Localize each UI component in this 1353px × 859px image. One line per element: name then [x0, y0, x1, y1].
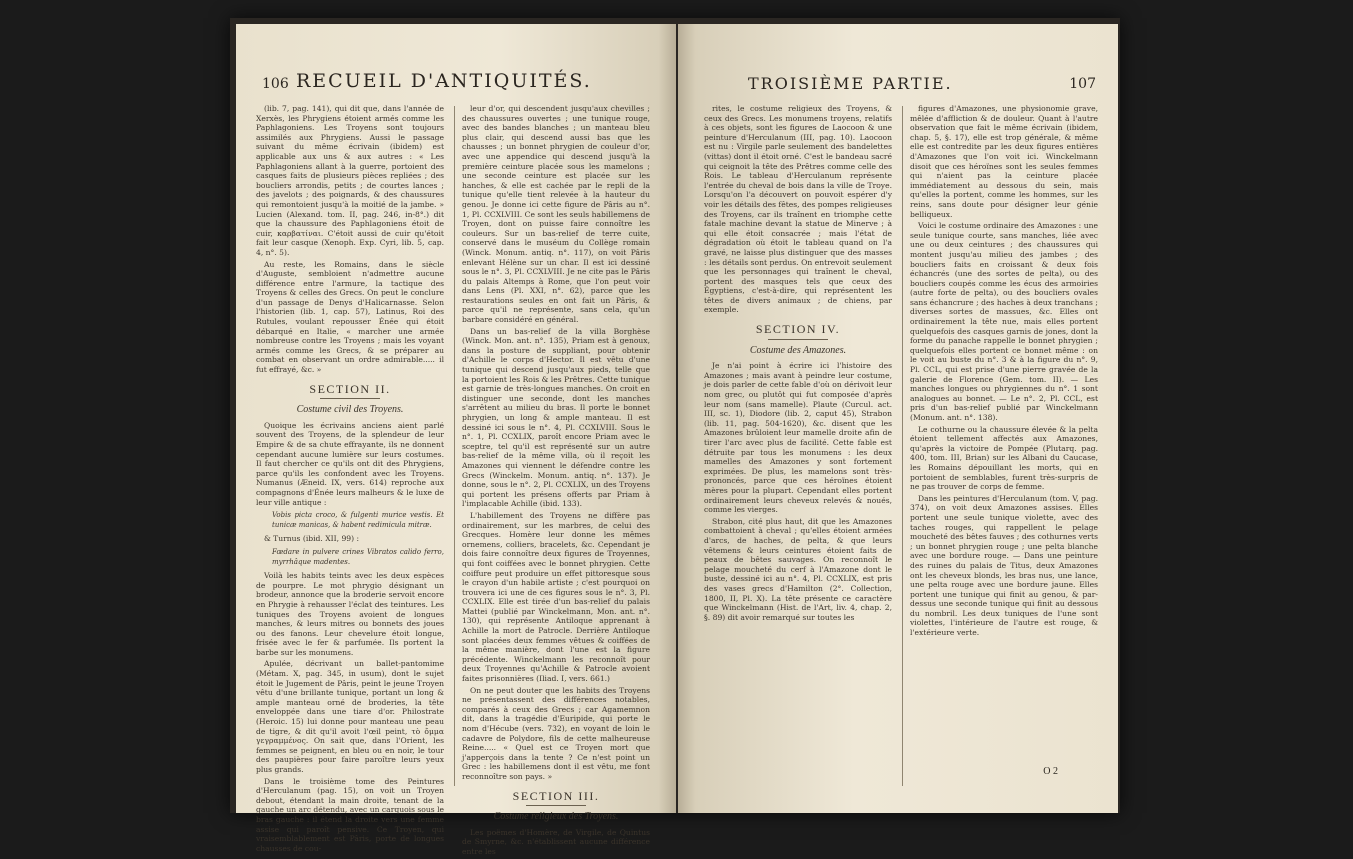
section-title: SECTION III. [512, 788, 600, 803]
paragraph: figures d'Amazones, une physionomie grave, mêlée d'affliction & de douleur. Quant à l'autre observation que fait le même écrivain (ibidem, chap. 5, §. 17), elle est trop générale, & même elle est contredite par les deux figures entières d'Amazones que l'on voit ici. Winckelmann disoit que ces héroïnes sont les seules femmes qui n'aient pas la ceinture placée immédiatement au dessous du sein, mais qu'elles la portent, comme les hommes, sur les reins, sans doute pour désigner leur génie belliqueux. [910, 104, 1098, 219]
text-column-2 [910, 104, 1098, 640]
paragraph: Dans le troisième tome des Peintures d'Herculanum (pag. 15), on voit un Troyen debout, étendant la main droite, tenant de la gauche un arc détendu, avec un carquois sous le bras gauche : il étend la droite vers une femme assise qui paroît pensive. Ce Troyen, qui vraisemblablement est Pâris, porte de longues chausses de cou- [256, 776, 444, 853]
left-page [236, 24, 676, 856]
paragraph: Voici le costume ordinaire des Amazones : une seule tunique courte, sans manches, liée avec une ou deux ceintures ; des chaussures qui montent jusqu'au milieu des jambes ; des boucliers faits en croissant & deux fois échancrés (une des sortes de pelta), ou des boucliers coupés comme les écus des armoiries (autre forte de pelta), ou des boucliers ovales sans échancrure ; des haches à deux tranchans ; diverses sortes de massues, &c. Elles ont ordinairement la tête nue, mais elles portent quelquefois des casques garnis de jones, dont la forme du panache rappelle le bonnet phrygien ; quelquefois elles portent ce bonnet même : on le voit au buste du n°. 3 & à la figure du n°. 9, Pl. CCL, qui est prise d'une pierre gravée de la galerie de Florence (Gem. tom. II). — Les manches longues ou phrygiennes du n°. 1 sont analogues au bonnet. — Le n°. 2, Pl. CCL, est pris d'un bas-relief publié par Winckelmann (Monum. ant. n°. 138). [910, 221, 1098, 422]
divider [768, 339, 828, 340]
section-subtitle: Costume civil des Troyens. [296, 404, 404, 416]
paragraph: Apulée, décrivant un ballet-pantomime (Métam. X, pag. 345, in usum), dont le sujet étoit le Jugement de Pâris, peint le jeune Troyen vêtu d'une brillante tunique, portant un long & ample manteau orné de broderies, la tête enveloppée dans une tiare d'or. Philostrate (Heroic. 15) lui donne pour manteau une peau de tigre, & dit qu'il avoit l'œil peint, τὸ ὄμμα γεγραμμένος. On sait que, dans l'Orient, les femmes se peignent, en bleu ou en noir, le tour des paupières pour faire paroître leurs yeux plus grands. [256, 659, 444, 774]
running-head: RECUEIL D'ANTIQUITÉS. [296, 70, 592, 92]
quotation: Fœdare in pulvere crines Vibratos calido ferro, myrrhâque madentes. [272, 547, 444, 566]
paragraph: Dans les peintures d'Herculanum (tom. V, pag. 374), on voit deux Amazones assises. Elles portent une seule tunique violette, avec des taches rouges, qui rappellent le pelage moucheté des bêtes fauves ; des cothurnes verts ; un bonnet phrygien rouge ; une pelta blanche avec une bordure rouge. — Dans une peinture des ruines du palais de Titus, deux Amazones ont les cheveux blonds, les bras nus, une lance, une pelta rouge avec une bordure jaune. Elles portent une tunique qui finit au genou, & par-dessus une seconde tunique qui finit au dessous du nombril. Les deux tuniques de l'une sont violettes, l'intérieure de l'autre est rouge, & l'extérieure verte. [910, 493, 1098, 638]
paragraph: On ne peut douter que les habits des Troyens ne présentassent des différences notables, comparés à ceux des Grecs ; car Agamemnon dit, dans la tragédie d'Euripide, qui porte le nom d'Hécube (vers. 732), en voyant de loin le cadavre de Polydore, fils de cette malheureuse Reine..... « Quel est ce Troyen mort que j'apperçois dans la tente ? Ce n'est point un Grec : les habillemens dont il est vêtu, me font reconnoître son pays. » [462, 685, 650, 781]
paragraph: Strabon, cité plus haut, dit que les Amazones combattoient à cheval ; qu'elles étoient armées d'arcs, de haches, de pelta, & que leurs vêtemens & leurs ceintures étoient faits de peaux de bêtes sauvages. On reconnoît le pelage moucheté du cerf à l'Amazone dont le buste, dessiné ici au n°. 4, Pl. CCXLIX, est pris des vases grecs d'Hamilton (2°. Collection, 1800, II, Pl. X). La tête présente ce caractère que Winckelmann (Hist. de l'Art, liv. 4, chap. 2, §. 89) dit avoir remarqué sur toutes les [704, 516, 892, 622]
column-divider [454, 106, 455, 786]
paragraph: (lib. 7, pag. 141), qui dit que, dans l'année de Xerxès, les Phrygiens étoient armés comme les Paphlagoniens. Les Troyens sont toujours assimilés aux Phrygiens. Aussi le passage suivant du même écrivain (ibidem) est applicable aux uns & aux autres : « Les Paphlagoniens allant à la guerre, portoient des casques faits de plusieurs pièces repliées ; des boucliers arrondis, petits ; de courtes lances ; des javelots ; des poignards, & des chaussures qui remontoient jusqu'à la moitié de la jambe. » Lucien (Alexand. tom. II, pag. 246, in-8°.) dit que la chaussure des Paphlagoniens étoit de cuir, καρβατίναι. C'étoit aussi de cuir qu'étoit fait leur casque (Xenoph. Exp. Cyri, lib. 5, cap. 4, n°. 5). [256, 104, 444, 257]
running-head: TROISIÈME PARTIE. [748, 74, 953, 93]
paragraph: L'habillement des Troyens ne diffère pas ordinairement, sur les marbres, de celui des Grecques. Homère leur donne les mêmes ornemens, colliers, bracelets, &c. Cependant je dois faire connoître deux figures de Troyennes, qui font coiffées avec le bonnet phrygien. Cette coiffure peut produire un effet pittoresque sous le crayon d'un habile artiste ; c'est pourquoi on trouvera ici une de ces figures sous le n°. 3, Pl. CCXLIX. Elle est tirée d'un bas-relief du palais Mattei (publié par Winckelmann, Mon. ant. n°. 130), qui représente Antiloque apprenant à Achille la mort de Patrocle. Derrière Antiloque sont placées deux femmes vêtues & coiffées de la même manière, dont l'une est la figure précédente. Winckelmann les reconnoît pour deux Troyennes qu'Achille & Patrocle avoient faites prisonnières (Iliad. I, vers. 661.) [462, 510, 650, 684]
paragraph: & Turnus (ibid. XII, 99) : [264, 534, 360, 544]
text-column-1 [704, 104, 892, 624]
paragraph: Dans un bas-relief de la villa Borghèse (Winck. Mon. ant. n°. 135), Priam est à genoux, dans la posture de suppliant, pour obtenir d'Achille le corps d'Hector. Il est vêtu d'une tunique qui descend jusqu'aux pieds, telle que la portoient les Rois & les Prêtres. Cette tunique est garnie de très-longues manches. On croit en distinguer une seconde, dont les manches s'arrêtent au milieu du bras. Il porte le bonnet phrygien, un long & ample manteau. Il est dessiné ici sous le n°. 4, Pl. CCXLVIII. Sous le n°. 1, Pl. CCXLIX, paroît encore Priam avec le sceptre, tel qu'il est représenté sur un autre bas-relief de la même villa, où il reçoit les Amazones qui viennent le défendre contre les Grecs (Winckelm. Monum. antiq. n°. 137). Je donne, sous le n°. 2, Pl. CCXLIX, un des Troyens qui portent les présens offerts par Priam à l'implacable Achille (ibid. 133). [462, 326, 650, 509]
paragraph: Quoique les écrivains anciens aient parlé souvent des Troyens, de la splendeur de leur Empire & de sa chute effrayante, ils ne donnent cependant aucune lumière sur leurs costumes. Il faut chercher ce qu'ils ont dit des Phrygiens, parce qu'ils les confondent avec les Troyens. Numanus (Æneid. IX, vers. 614) reproche aux compagnons d'Énée leurs malheurs & le luxe de leur ville antique : [256, 420, 444, 507]
section-subtitle: Costume religieux des Troyens. [493, 811, 619, 823]
section-title: SECTION II. [309, 381, 391, 396]
paragraph: Voilà les habits teints avec les deux espèces de pourpre. Le mot phrygio désignant un brodeur, annonce que la broderie servoit encore en Phrygie à rehausser l'éclat des teintures. Les tuniques des Troyens avoient de longues manches, & leurs mitres ou bonnets des joues ou des fanons. Leur chevelure étoit longue, frisée avec le fer & parfumée. Ils portent la barbe sur les monumens. [256, 571, 444, 657]
page-number: 106 [262, 76, 289, 92]
paragraph: Les poëmes d'Homère, de Virgile, de Quintus de Smyrne, &c. n'établissent aucune différence entre les [462, 827, 650, 856]
page-number: 107 [1069, 76, 1096, 92]
open-book [230, 18, 1120, 856]
right-page [678, 24, 1118, 813]
text-column-1 [256, 104, 444, 855]
divider [320, 398, 380, 399]
section-subtitle: Costume des Amazones. [749, 344, 847, 356]
quotation: Vobis picta croco, & fulgenti murice vestis. Et tunicæ manicas, & habent redimicula mitræ. [272, 511, 444, 529]
paragraph: leur d'or, qui descendent jusqu'aux chevilles ; des chaussures ouvertes ; une tunique rouge, avec des bandes blanches ; un manteau bleu plus clair, qui descend aussi bas que les chausses ; un bonnet phrygien de couleur d'or, avec une appendice qui descend jusqu'à la première ceinture placée sous les mamelons ; une seconde ceinture est placée sur les hanches, & elle est cachée par le repli de la tunique qu'elle tient relevée à la hauteur du genou. Je donne ici cette figure de Pâris au n°. 1, Pl. CCXLVIII. Ce sont les seuls habillemens de Troyen, dont on puisse faire connoître les couleurs. Sur un bas-relief de terre cuite, conservé dans le muséum du Collège romain (Winck. Monum. antiq. n°. 117), on voit Pâris enlevant Hélène sur un char. Il est ici dessiné sous le n°. 3, Pl. CCXLVIII. Je ne cite pas le Pâris du palais Altemps à Rome, que l'on peut voir dans Lens (Pl. XXI, n°. 62), parce que les restaurations seules en ont fait un Pâris, & parce qu'il ne représente, sans cela, qu'un barbare considéré en général. [462, 104, 650, 325]
paragraph: Je n'ai point à écrire ici l'histoire des Amazones ; mais avant à peindre leur costume, je dois parler de cette fable d'où on dérivoit leur nom grec, ou plutôt qui fut composée d'après leur nom (sans mamelle). Plaute (Curcul. act. III, sc. 1), Diodore (lib. 2, caput 45), Strabon (lib. 11, pag. 504-1620), &c. disent que les Amazones brûloient leur mamelle droite afin de tirer l'arc avec plus de facilité. Cette fable est détruite par tous les monumens : les deux mamelles des Amazones y sont fortement exprimées. De plus, les mamelons sont très-prononcés, parce que ces héroïnes étoient mères pour la plupart. Cependant elles portent ordinairement leurs cheveux relevés & noués, comme les vierges. [704, 361, 892, 515]
paragraph: Au reste, les Romains, dans le siècle d'Auguste, sembloient n'admettre aucune différence entre l'armure, la tactique des Troyens & celles des Grecs. On peut le conclure d'un passage de Denys d'Halicarnasse. Selon l'historien (lib. 1, cap. 57), Latinus, Roi des Rutules, voulant repousser Énée qui étoit débarqué en Italie, « marcher une armée nombreuse contre les Troyens ; mais les voyant armés comme les Grecs, & se préparer au combat en observant un ordre admirable..... il fut effrayé, &c. » [256, 259, 444, 375]
paragraph: Le cothurne ou la chaussure élevée & la pelta étoient tellement affectés aux Amazones, qu'après la victoire de Pompée (Plutarq. pag. 400, tom. III, Brian) sur les Albani du Caucase, les Romains dépouillant les morts, qui en portoient de semblables, furent très-surpris de ne pas trouver de corps de femme. [910, 424, 1098, 492]
section-title: SECTION IV. [755, 322, 841, 337]
paragraph: rites, le costume religieux des Troyens, & ceux des Grecs. Les monumens troyens, relatifs à ces objets, sont les figures de Laocoon & une peinture d'Herculanum (III, pag. 10). Laocoon est nu : Virgile parle seulement des bandelettes (vittas) dont il étoit orné. C'est le bandeau sacré qui ceignoit la tête des Prêtres comme celle des Rois. Le tableau d'Herculanum représente l'entrée du cheval de bois dans la ville de Troye. Lorsqu'on l'a découvert on pouvoit espérer d'y voir les détails des fêtes, des pompes religieuses des Troyens, car ils traînent en triomphe cette fatale machine devant la statue de Minerve ; à qui elle étoit consacrée ; mais l'état de dégradation où étoit le tableau quand on l'a gravé, ne laisse plus distinguer que des masses : les détails sont perdus. On entrevoit seulement que les personnages qui traînent le cheval, portent des masques tels que ceux des Égyptiens, c'est-à-dire, qui représentent les têtes de divers animaux ; de chiens, par exemple. [704, 104, 892, 315]
divider [526, 805, 586, 806]
signature-mark: O 2 [1043, 766, 1058, 777]
text-column-2 [462, 104, 650, 859]
column-divider [902, 106, 903, 786]
